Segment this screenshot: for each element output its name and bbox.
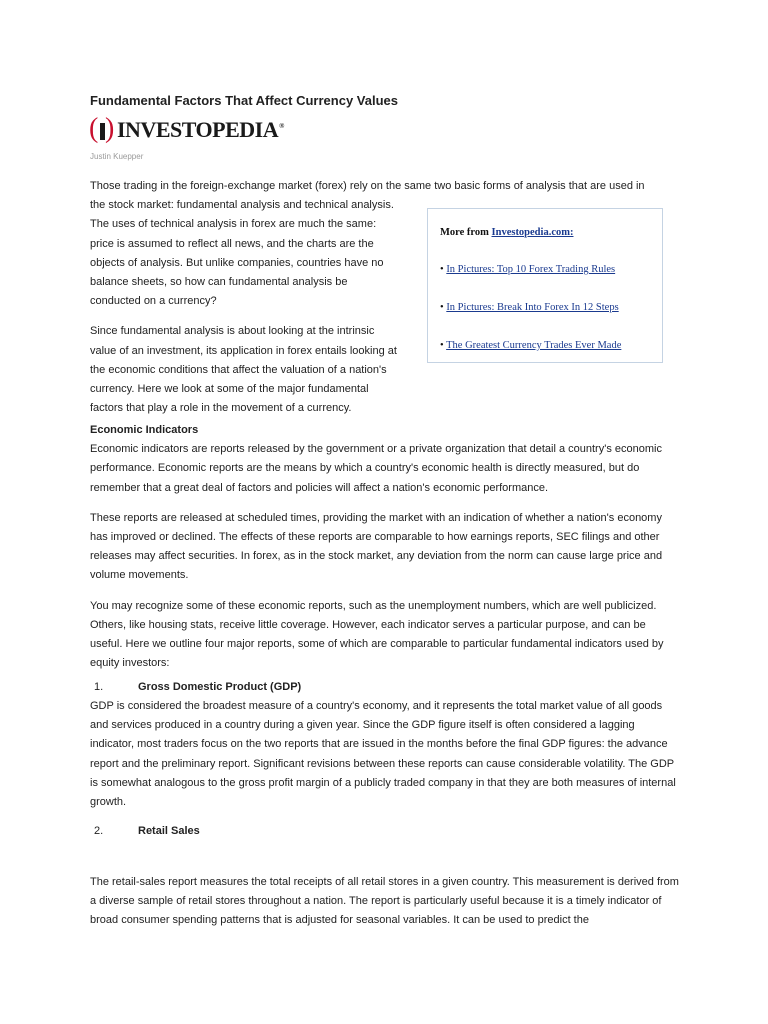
gdp-section <box>90 697 680 812</box>
sidebox-title: More from Investopedia.com: <box>440 227 574 238</box>
intro-paragraph-1-line-1: Those trading in the foreign-exchange market (forex) rely on the same two basic forms of analysis that are used in <box>90 180 645 192</box>
list-number: 2. <box>94 825 104 837</box>
intro-paragraph-2: Since fundamental analysis is about looking at the intrinsic value of an investment, its application in forex entails looking at the economic conditions that affect the valuation of a nation's currency. Here we look at some of the major fundamental factors that play a role in the movement of a currency. <box>90 325 397 415</box>
link-break-into-forex[interactable]: In Pictures: Break Into Forex In 12 Steps <box>446 302 619 313</box>
link-greatest-currency-trades[interactable]: The Greatest Currency Trades Ever Made <box>446 340 622 351</box>
retail-sales-paragraph: The retail-sales report measures the total receipts of all retail stores in a given country. This measurement is derived from a diverse sample of retail stores throughout a nation. The report is particularly useful because it is a timely indicator of broad consumer spending patterns that is adjusted for seasonal variables. It can be used to predict the <box>90 876 679 927</box>
economic-paragraph-2: These reports are released at scheduled times, providing the market with an indication of whether a nation's economy has improved or declined. The effects of these reports are comparable to how earnings reports, SEC filings and other releases may affect securities. In forex, as in the stock market, any deviation from the norm can cause large price and volume movements. <box>90 511 663 582</box>
investopedia-link[interactable]: Investopedia.com: <box>491 227 574 238</box>
link-top-10-forex-trading-rules[interactable]: In Pictures: Top 10 Forex Trading Rules <box>446 264 616 275</box>
sidebox-item: • The Greatest Currency Trades Ever Made <box>440 340 622 351</box>
sidebox-item: • In Pictures: Top 10 Forex Trading Rules <box>440 264 616 275</box>
retail-sales-section <box>90 873 680 931</box>
investopedia-logo-icon: ( ) <box>89 113 115 144</box>
investopedia-logo <box>90 115 284 145</box>
economic-paragraph-1: Economic indicators are reports released by the government or a private organization that detail a country's economic performance. Economic reports are the means by which a country's economic health is directly measured, but do remember that a great deal of factors and policies will affect a nation's economic performance. <box>90 443 662 494</box>
economic-paragraph-3: You may recognize some of these economic reports, such as the unemployment numbers, which are well publicized. Others, like housing stats, receive little coverage. However, each indicator serves a particular purpose, and can be useful. Here we outline four major reports, some of which are comparable to particular fundamental indicators used by equity investors: <box>90 599 664 670</box>
article-title: Fundamental Factors That Affect Currency Values <box>90 93 398 108</box>
author-byline: Justin Kuepper <box>90 152 144 161</box>
list-heading: Retail Sales <box>138 825 200 837</box>
list-number: 1. <box>94 681 104 693</box>
intro-paragraph-1: the stock market: fundamental analysis and technical analysis. The uses of technical analysis in forex are much the same: price is assumed to reflect all news, and the charts are the objects of analysis. But unlike companies, countries have no balance sheets, so how can fundamental analysis be conducted on a currency? <box>90 199 394 308</box>
more-from-investopedia-box <box>427 208 663 363</box>
section-heading: Economic Indicators <box>90 424 199 436</box>
retail-sales-heading <box>90 825 200 837</box>
logo-wordmark: INVESTOPEDIA® <box>117 117 284 142</box>
gdp-heading <box>90 681 301 693</box>
list-heading: Gross Domestic Product (GDP) <box>138 681 302 693</box>
gdp-paragraph: GDP is considered the broadest measure of a country's economy, and it represents the total market value of all goods and services produced in a country during a given year. Since the GDP figure itself is often considered a lagging indicator, most traders focus on the two reports that are issued in the months before the final GDP figures: the advance report and the preliminary report. Significant revisions between these reports can cause considerable volatility. The GDP is somewhat analogous to the gross profit margin of a publicly traded company in that they are both measures of internal growth. <box>90 700 676 809</box>
economic-indicators-section <box>90 421 680 673</box>
sidebox-item: • In Pictures: Break Into Forex In 12 Steps <box>440 302 619 313</box>
